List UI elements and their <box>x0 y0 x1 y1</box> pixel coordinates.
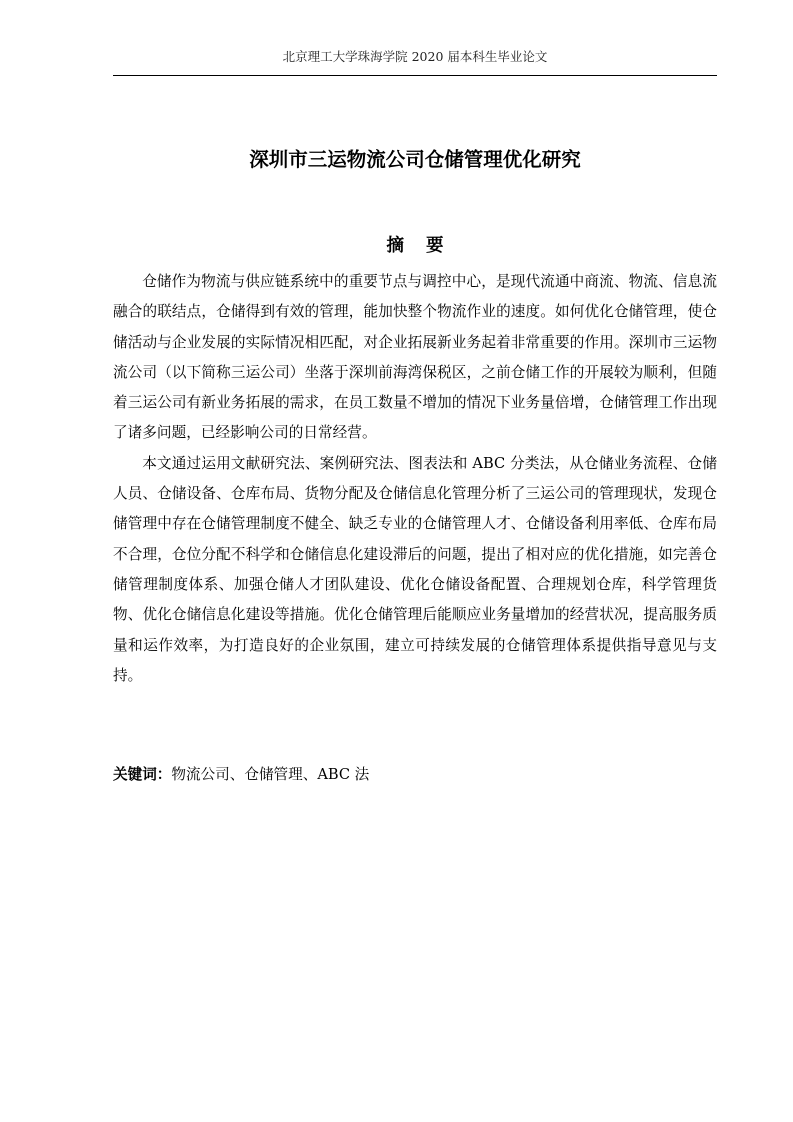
thesis-title: 深圳市三运物流公司仓储管理优化研究 <box>249 148 581 171</box>
running-header: 北京理工大学珠海学院 2020 届本科生毕业论文 <box>282 49 548 64</box>
keywords-line <box>113 760 717 790</box>
keywords-label: 关键词： <box>113 766 172 783</box>
abstract-paragraph-2: 本文通过运用文献研究法、案例研究法、图表法和 ABC 分类法，从仓储业务流程、仓储人员、仓储设备、仓库布局、货物分配及仓储信息化管理分析了三运公司的管理现状，发现仓储管理中存在仓储管理制度不健全、缺乏专业的仓储管理人才、仓储设备利用率低、仓库布局不合理，仓位分配不科学和仓储信息化建设滞后的问题，提出了相对应的优化措施，如完善仓储管理制度体系、加强仓储人才团队建设、优化仓储设备配置、合理规划仓库，科学管理货物、优化仓储信息化建设等措施。优化仓储管理后能顺应业务量增加的经营状况，提高服务质量和运作效率，为打造良好的企业氛围，建立可持续发展的仓储管理体系提供指导意见与支持。 <box>113 454 717 684</box>
abstract-paragraph-1: 仓储作为物流与供应链系统中的重要节点与调控中心，是现代流通中商流、物流、信息流融合的联结点，仓储得到有效的管理，能加快整个物流作业的速度。如何优化仓储管理，使仓储活动与企业发展的实际情况相匹配，对企业拓展新业务起着非常重要的作用。深圳市三运物流公司（以下简称三运公司）坐落于深圳前海湾保税区，之前仓储工作的开展较为顺利，但随着三运公司有新业务拓展的需求，在员工数量不增加的情况下业务量倍增，仓储管理工作出现了诸多问题，已经影响公司的日常经营。 <box>113 273 717 442</box>
keywords-value: 物流公司、仓储管理、ABC 法 <box>171 766 370 783</box>
header-rule <box>113 75 717 76</box>
abstract-heading: 摘 要 <box>386 236 452 256</box>
abstract-body <box>113 267 717 691</box>
